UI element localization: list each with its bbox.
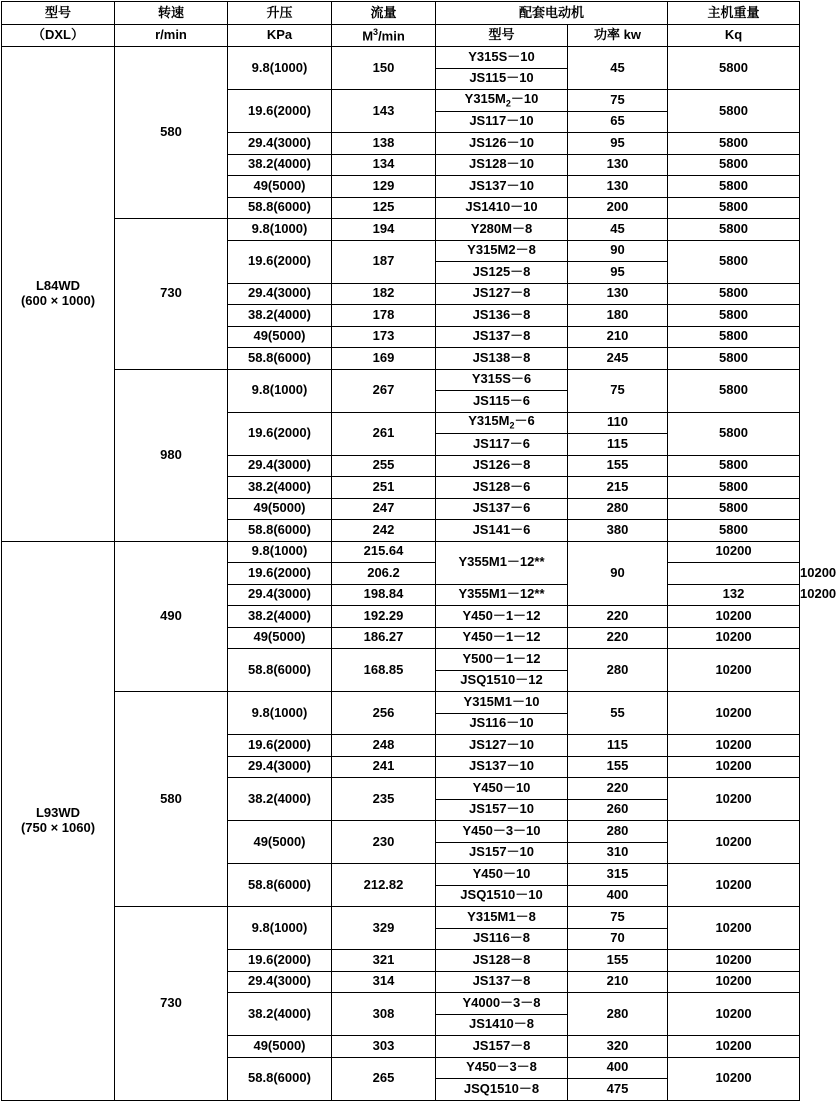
pressure-cell: 38.2(4000): [228, 606, 332, 628]
motor-type-cell: JS127－10: [436, 735, 568, 757]
motor-power-cell: 75: [568, 907, 668, 929]
header-row-top: [2, 2, 800, 25]
motor-type-cell: JS157－10: [436, 842, 568, 864]
flow-cell: 169: [332, 348, 436, 370]
motor-type-cell: Y500－1－12: [436, 649, 568, 671]
flow-unit-exponent: 3: [373, 26, 379, 37]
motor-power-cell: 245: [568, 348, 668, 370]
weight-cell: 10200: [668, 778, 800, 821]
pressure-cell: 29.4(3000): [228, 584, 332, 606]
table-header: [2, 2, 800, 47]
header-speed-line1: 转速: [115, 2, 228, 25]
motor-power-cell: 130: [568, 283, 668, 305]
flow-cell: 186.27: [332, 627, 436, 649]
flow-cell: 303: [332, 1036, 436, 1058]
pressure-cell: 38.2(4000): [228, 154, 332, 176]
motor-type-cell: Y450－3－10: [436, 821, 568, 843]
table-row: [2, 47, 800, 69]
pressure-cell: 38.2(4000): [228, 778, 332, 821]
weight-cell: 5800: [668, 326, 800, 348]
pressure-cell: 9.8(1000): [228, 907, 332, 950]
motor-type-cell: Y280M－8: [436, 219, 568, 241]
motor-power-cell: 115: [568, 735, 668, 757]
motor-type-cell: Y315S－6: [436, 369, 568, 391]
motor-power-cell: 90: [568, 240, 668, 262]
weight-cell: 10200: [668, 971, 800, 993]
motor-type-cell: $Y315M_2-6$: [436, 412, 568, 434]
motor-type-cell: JS116－10: [436, 713, 568, 735]
weight-cell: 5800: [668, 369, 800, 412]
flow-cell: 125: [332, 197, 436, 219]
motor-power-cell: 380: [568, 520, 668, 542]
motor-power-cell: 220: [568, 778, 668, 800]
weight-cell: 5800: [668, 47, 800, 90]
flow-cell: 182: [332, 283, 436, 305]
motor-power-cell: 75: [568, 90, 668, 112]
spec-sheet: [0, 1, 836, 1096]
motor-type-cell: JS137－8: [436, 326, 568, 348]
header-model-line1: 型号: [2, 2, 115, 25]
model-dimensions: (600 × 1000): [20, 292, 96, 308]
weight-cell: 5800: [668, 412, 800, 455]
motor-power-cell: 400: [568, 1057, 668, 1079]
motor-power-cell: 280: [568, 649, 668, 692]
header-flow-line2: [332, 25, 436, 47]
flow-cell: 314: [332, 971, 436, 993]
flow-cell: 173: [332, 326, 436, 348]
motor-type-cell: Y315M1－8: [436, 907, 568, 929]
motor-type-cell: Y315M1－10: [436, 692, 568, 714]
motor-type-cell: Y4000－3－8: [436, 993, 568, 1015]
pressure-cell: 49(5000): [228, 176, 332, 198]
table-row: [2, 369, 800, 391]
weight-cell: 5800: [668, 498, 800, 520]
flow-cell: 129: [332, 176, 436, 198]
flow-cell: 248: [332, 735, 436, 757]
header-pressure-line1: 升压: [228, 2, 332, 25]
weight-cell: 10200: [668, 1036, 800, 1058]
flow-cell: 256: [332, 692, 436, 735]
flow-unit-base: M: [362, 28, 374, 44]
weight-cell: 5800: [668, 455, 800, 477]
header-motor-power: 功率 kw: [568, 25, 668, 47]
pressure-cell: 58.8(6000): [228, 348, 332, 370]
pressure-cell: 19.6(2000): [228, 563, 332, 585]
motor-type-cell: JS137－10: [436, 176, 568, 198]
model-dimensions: (750 × 1060): [20, 819, 96, 835]
motor-power-cell: 95: [568, 133, 668, 155]
pressure-cell: 19.6(2000): [228, 240, 332, 283]
motor-type-cell: JS115－6: [436, 391, 568, 413]
weight-cell: 10200: [668, 692, 800, 735]
pressure-cell: 38.2(4000): [228, 477, 332, 499]
model-name: L84WD: [35, 277, 81, 293]
pressure-cell: 9.8(1000): [228, 219, 332, 241]
weight-cell: 10200: [668, 649, 800, 692]
pressure-cell: 49(5000): [228, 498, 332, 520]
model-cell: [2, 541, 115, 1100]
motor-power-cell: 315: [568, 864, 668, 886]
speed-cell: 490: [115, 541, 228, 692]
weight-cell: 10200: [668, 735, 800, 757]
motor-type-cell: JS117－10: [436, 111, 568, 133]
motor-type-cell: Y450－10: [436, 864, 568, 886]
weight-cell: 10200: [668, 864, 800, 907]
flow-cell: 206.2: [332, 563, 436, 585]
motor-power-cell: 70: [568, 928, 668, 950]
motor-type-cell: JS137－6: [436, 498, 568, 520]
flow-cell: 168.85: [332, 649, 436, 692]
pressure-cell: 49(5000): [228, 326, 332, 348]
flow-cell: 235: [332, 778, 436, 821]
flow-cell: 241: [332, 756, 436, 778]
motor-power-cell: 200: [568, 197, 668, 219]
flow-cell: 138: [332, 133, 436, 155]
motor-type-cell: JS115－10: [436, 68, 568, 90]
motor-type-cell: JS128－10: [436, 154, 568, 176]
motor-type-cell: JS137－8: [436, 971, 568, 993]
motor-type-cell: JS127－8: [436, 283, 568, 305]
flow-unit-suffix: /min: [378, 28, 405, 44]
weight-cell: 5800: [668, 90, 800, 133]
flow-cell: 329: [332, 907, 436, 950]
flow-cell: 192.29: [332, 606, 436, 628]
specification-table: [1, 1, 836, 1101]
pressure-cell: 58.8(6000): [228, 1057, 332, 1100]
motor-power-cell: 220: [568, 627, 668, 649]
motor-type-cell: JS157－10: [436, 799, 568, 821]
table-row: [2, 541, 800, 563]
motor-type-cell: JS136－8: [436, 305, 568, 327]
motor-type-cell: Y355M1－12**: [436, 584, 568, 606]
pressure-cell: 19.6(2000): [228, 950, 332, 972]
motor-power-cell: 280: [568, 821, 668, 843]
motor-power-cell: 130: [568, 176, 668, 198]
speed-cell: 730: [115, 907, 228, 1101]
motor-type-cell: $Y315M_2-10$: [436, 90, 568, 112]
motor-power-cell: 475: [568, 1079, 668, 1101]
pressure-cell: 29.4(3000): [228, 283, 332, 305]
pressure-cell: 9.8(1000): [228, 47, 332, 90]
flow-cell: 242: [332, 520, 436, 542]
motor-power-cell: 155: [568, 455, 668, 477]
header-flow-line1: 流量: [332, 2, 436, 25]
flow-cell: 212.82: [332, 864, 436, 907]
motor-power-cell: 210: [568, 326, 668, 348]
header-weight-line1: 主机重量: [668, 2, 800, 25]
pressure-cell: 49(5000): [228, 627, 332, 649]
pressure-cell: 29.4(3000): [228, 455, 332, 477]
motor-power-cell: 180: [568, 305, 668, 327]
flow-cell: 261: [332, 412, 436, 455]
motor-type-cell: Y315M2－8: [436, 240, 568, 262]
motor-type-cell: JS1410－8: [436, 1014, 568, 1036]
pressure-cell: 29.4(3000): [228, 756, 332, 778]
weight-cell: 10200: [668, 541, 800, 563]
weight-cell: 10200: [668, 821, 800, 864]
motor-power-cell: 320: [568, 1036, 668, 1058]
motor-type-cell: Y450－1－12: [436, 606, 568, 628]
speed-cell: 580: [115, 692, 228, 907]
pressure-cell: 49(5000): [228, 821, 332, 864]
weight-cell: 5800: [668, 154, 800, 176]
flow-cell: 178: [332, 305, 436, 327]
weight-cell: 5800: [668, 240, 800, 283]
pressure-cell: 38.2(4000): [228, 993, 332, 1036]
motor-type-cell: JS1410－10: [436, 197, 568, 219]
motor-power-cell: 280: [568, 993, 668, 1036]
pressure-cell: 58.8(6000): [228, 649, 332, 692]
motor-type-cell: JS116－8: [436, 928, 568, 950]
flow-cell: 143: [332, 90, 436, 133]
header-row-sub: [2, 25, 800, 47]
pressure-cell: 9.8(1000): [228, 369, 332, 412]
motor-power-cell: 90: [568, 541, 668, 606]
weight-cell: 5800: [668, 520, 800, 542]
weight-cell: 5800: [668, 197, 800, 219]
flow-cell: 150: [332, 47, 436, 90]
speed-cell: 730: [115, 219, 228, 370]
weight-cell: 10200: [668, 756, 800, 778]
motor-power-cell: 65: [568, 111, 668, 133]
motor-power-cell: 155: [568, 950, 668, 972]
motor-power-cell: 45: [568, 47, 668, 90]
weight-cell: 10200: [668, 950, 800, 972]
pressure-cell: 29.4(3000): [228, 971, 332, 993]
motor-type-cell: [668, 563, 800, 585]
table-row: 19.6(2000) 206.2 10200: [2, 563, 800, 585]
motor-type-cell: Y450－10: [436, 778, 568, 800]
flow-cell: 247: [332, 498, 436, 520]
speed-cell: 980: [115, 369, 228, 541]
pressure-cell: 58.8(6000): [228, 520, 332, 542]
flow-cell: 251: [332, 477, 436, 499]
table-row: [2, 907, 800, 929]
pressure-cell: 19.6(2000): [228, 90, 332, 133]
table-body: [2, 47, 836, 1101]
speed-cell: 580: [115, 47, 228, 219]
motor-power-cell: 132: [668, 584, 800, 606]
flow-cell: 308: [332, 993, 436, 1036]
motor-type-cell: JS141－6: [436, 520, 568, 542]
header-model-line2: （DXL）: [2, 25, 115, 47]
pressure-cell: 58.8(6000): [228, 864, 332, 907]
header-motor-type: 型号: [436, 25, 568, 47]
weight-cell: 5800: [668, 133, 800, 155]
motor-type-cell: JS138－8: [436, 348, 568, 370]
motor-power-cell: 310: [568, 842, 668, 864]
weight-cell: 5800: [668, 348, 800, 370]
motor-type-cell: JS137－10: [436, 756, 568, 778]
motor-type-cell: JS126－8: [436, 455, 568, 477]
pressure-cell: 9.8(1000): [228, 692, 332, 735]
header-weight-line2: Kq: [668, 25, 800, 47]
motor-type-cell: JS126－10: [436, 133, 568, 155]
motor-type-cell: JSQ1510－12: [436, 670, 568, 692]
table-row: [2, 219, 800, 241]
flow-cell: 187: [332, 240, 436, 283]
motor-power-cell: 110: [568, 412, 668, 434]
model-cell: [2, 47, 115, 542]
motor-power-cell: 95: [568, 262, 668, 284]
flow-cell: 255: [332, 455, 436, 477]
table-row: [2, 692, 800, 714]
weight-cell: 10200: [668, 627, 800, 649]
motor-power-cell: 75: [568, 369, 668, 412]
motor-power-cell: 260: [568, 799, 668, 821]
flow-cell: 265: [332, 1057, 436, 1100]
motor-power-cell: 210: [568, 971, 668, 993]
weight-cell: 10200: [668, 606, 800, 628]
weight-cell: 5800: [668, 477, 800, 499]
table-row: 29.4(3000) 198.84 Y355M1－12** 132 10200: [2, 584, 800, 606]
motor-power-cell: 55: [568, 692, 668, 735]
motor-type-cell: Y450－1－12: [436, 627, 568, 649]
flow-cell: 194: [332, 219, 436, 241]
motor-type-cell: JS125－8: [436, 262, 568, 284]
motor-power-cell: 280: [568, 498, 668, 520]
header-motor-group: 配套电动机: [436, 2, 668, 25]
flow-cell: 230: [332, 821, 436, 864]
weight-cell: 5800: [668, 176, 800, 198]
pressure-cell: 29.4(3000): [228, 133, 332, 155]
header-speed-line2: r/min: [115, 25, 228, 47]
motor-power-cell: 45: [568, 219, 668, 241]
model-name: L93WD: [35, 804, 81, 820]
header-pressure-line2: KPa: [228, 25, 332, 47]
flow-cell: 321: [332, 950, 436, 972]
motor-type-cell: JS157－8: [436, 1036, 568, 1058]
flow-cell: 267: [332, 369, 436, 412]
motor-type-cell: Y315S－10: [436, 47, 568, 69]
motor-power-cell: 215: [568, 477, 668, 499]
motor-type-cell: Y355M1－12**: [436, 541, 568, 584]
flow-cell: 134: [332, 154, 436, 176]
weight-cell: 10200: [668, 907, 800, 950]
motor-type-cell: Y450－3－8: [436, 1057, 568, 1079]
flow-cell: 198.84: [332, 584, 436, 606]
motor-type-cell: JS128－6: [436, 477, 568, 499]
pressure-cell: 49(5000): [228, 1036, 332, 1058]
pressure-cell: 19.6(2000): [228, 412, 332, 455]
pressure-cell: 58.8(6000): [228, 197, 332, 219]
pressure-cell: 9.8(1000): [228, 541, 332, 563]
weight-cell: 5800: [668, 219, 800, 241]
weight-cell: 5800: [668, 283, 800, 305]
motor-power-cell: 220: [568, 606, 668, 628]
flow-cell: 215.64: [332, 541, 436, 563]
pressure-cell: 19.6(2000): [228, 735, 332, 757]
motor-power-cell: 115: [568, 434, 668, 456]
weight-cell: 10200: [668, 1057, 800, 1100]
motor-power-cell: 155: [568, 756, 668, 778]
motor-power-cell: 400: [568, 885, 668, 907]
pressure-cell: 38.2(4000): [228, 305, 332, 327]
motor-type-cell: JS117－6: [436, 434, 568, 456]
motor-power-cell: 130: [568, 154, 668, 176]
weight-cell: 10200: [668, 993, 800, 1036]
motor-type-cell: JSQ1510－8: [436, 1079, 568, 1101]
motor-type-cell: JS128－8: [436, 950, 568, 972]
weight-cell: 5800: [668, 305, 800, 327]
motor-type-cell: JSQ1510－10: [436, 885, 568, 907]
